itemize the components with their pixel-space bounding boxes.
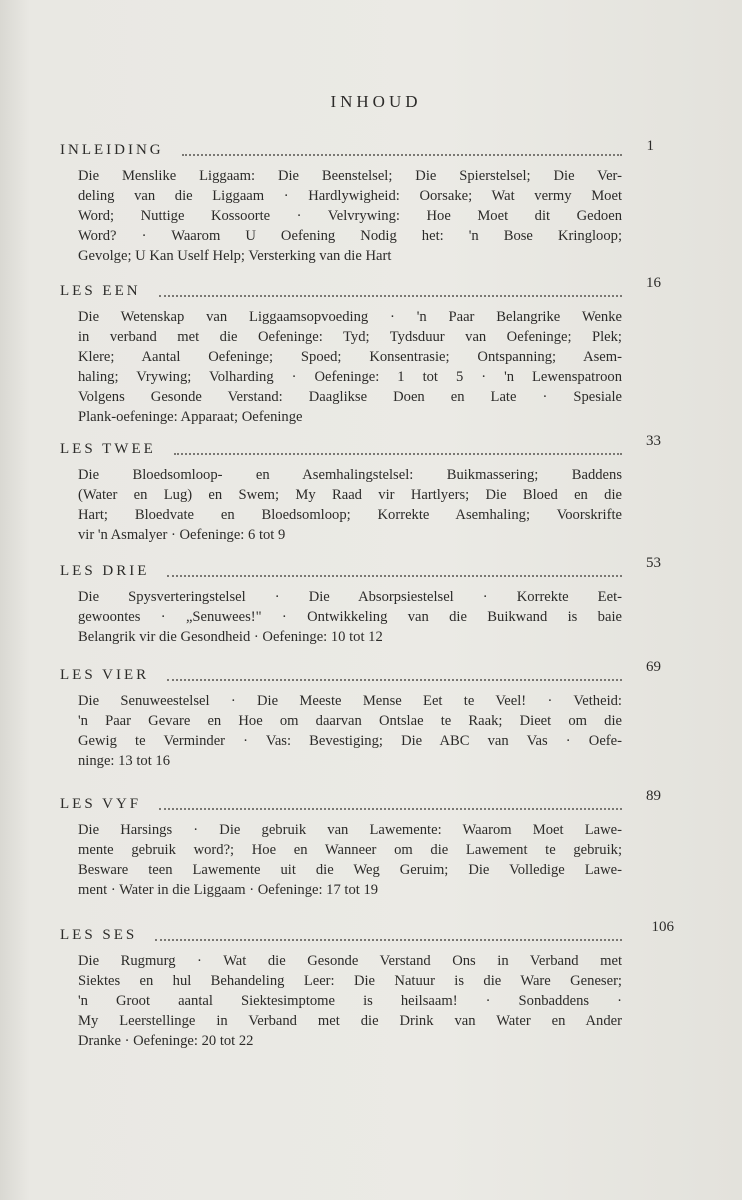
toc-heading <box>60 142 636 162</box>
description-line: Die Menslike Liggaam: Die Beenstelsel; Die Spierstelsel; Die Ver- <box>78 168 622 184</box>
dot-leader <box>159 808 622 810</box>
toc-heading <box>60 283 636 303</box>
page-title: INHOUD <box>330 92 422 111</box>
description-line: Hart; Bloedvate en Bloedsomloop; Korrekte Asemhaling; Voorskrifte <box>78 507 622 523</box>
toc-page-number: 106 <box>651 919 674 935</box>
toc-entry-description <box>78 951 622 1051</box>
dot-leader <box>182 154 622 156</box>
description-line: Die Harsings · Die gebruik van Lawemente: Waarom Moet Lawe- <box>78 822 622 838</box>
toc-page-number: 16 <box>646 275 661 291</box>
toc-heading-label: INLEIDING <box>60 142 164 158</box>
toc-heading-label: LES VYF <box>60 796 142 812</box>
toc-entry-description <box>78 820 622 900</box>
description-line: Siektes en hul Behandeling Leer: Die Natuur is die Ware Geneser; <box>78 973 622 989</box>
toc-page-number: 89 <box>646 788 661 804</box>
description-line: Die Senuweestelsel · Die Meeste Mense Eet te Veel! · Vetheid: <box>78 693 622 709</box>
description-line: 'n Paar Gevare en Hoe om daarvan Ontslae te Raak; Dieet om die <box>78 713 622 729</box>
dot-leader <box>167 679 622 681</box>
description-line: Die Spysverteringstelsel · Die Absorpsiestelsel · Korrekte Eet- <box>78 589 622 605</box>
toc-page-number: 53 <box>646 555 661 571</box>
toc-heading-label: LES DRIE <box>60 563 150 579</box>
dot-leader <box>159 295 622 297</box>
toc-heading-label: LES VIER <box>60 667 150 683</box>
description-line: Volgens Gesonde Verstand: Daaglikse Doen en Late · Spesiale <box>78 389 622 405</box>
description-line: Die Wetenskap van Liggaamsopvoeding · 'n Paar Belangrike Wenke <box>78 309 622 325</box>
description-line: (Water en Lug) en Swem; My Raad vir Hartlyers; Die Bloed en die <box>78 487 622 503</box>
toc-heading <box>60 927 636 947</box>
description-line: Dranke · Oefeninge: 20 tot 22 <box>78 1033 254 1049</box>
toc-heading-label: LES EEN <box>60 283 141 299</box>
description-line: vir 'n Asmalyer · Oefeninge: 6 tot 9 <box>78 527 286 543</box>
description-line: Plank-oefeninge: Apparaat; Oefeninge <box>78 409 303 425</box>
description-line: deling van die Liggaam · Hardlywigheid: Oorsake; Wat vermy Moet <box>78 188 622 204</box>
toc-heading <box>60 667 636 687</box>
description-line: 'n Groot aantal Siektesimptome is heilsaam! · Sonbaddens · <box>78 993 622 1009</box>
description-line: mente gebruik word?; Hoe en Wanneer om die Lawement te gebruik; <box>78 842 622 858</box>
description-line: gewoontes · „Senuwees!" · Ontwikkeling van die Buikwand is baie <box>78 609 622 625</box>
description-line: ment · Water in die Liggaam · Oefeninge: 17 tot 19 <box>78 882 379 898</box>
description-line: haling; Vrywing; Volharding · Oefeninge: 1 tot 5 · 'n Lewenspatroon <box>78 369 622 385</box>
description-line: Gevolge; U Kan Uself Help; Versterking van die Hart <box>78 248 392 264</box>
toc-heading-label: LES TWEE <box>60 441 156 457</box>
toc-heading <box>60 441 636 461</box>
description-line: Die Bloedsomloop- en Asemhalingstelsel: Buikmassering; Baddens <box>78 467 622 483</box>
toc-heading-label: LES SES <box>60 927 138 943</box>
description-line: Die Rugmurg · Wat die Gesonde Verstand Ons in Verband met <box>78 953 622 969</box>
description-line: Word? · Waarom U Oefening Nodig het: 'n Bose Kringloop; <box>78 228 622 244</box>
description-line: My Leerstellinge in Verband met die Drink van Water en Ander <box>78 1013 622 1029</box>
toc-heading <box>60 796 636 816</box>
toc-page-number: 1 <box>646 138 654 154</box>
toc-entry-description <box>78 166 622 266</box>
description-line: Besware teen Lawemente uit die Weg Geruim; Die Volledige Lawe- <box>78 862 622 878</box>
description-line: Klere; Aantal Oefeninge; Spoed; Konsentrasie; Ontspanning; Asem- <box>78 349 622 365</box>
description-line: Belangrik vir die Gesondheid · Oefeninge: 10 tot 12 <box>78 629 383 645</box>
toc-page-number: 69 <box>646 659 661 675</box>
description-line: Word; Nuttige Kossoorte · Velvrywing: Hoe Moet dit Gedoen <box>78 208 622 224</box>
toc-entry-description <box>78 587 622 647</box>
description-line: in verband met die Oefeninge: Tyd; Tydsduur van Oefeninge; Plek; <box>78 329 622 345</box>
dot-leader <box>167 575 622 577</box>
toc-heading <box>60 563 636 583</box>
toc-entry-description <box>78 465 622 545</box>
toc-entry-description <box>78 691 622 771</box>
toc-entry-description <box>78 307 622 427</box>
description-line: Gewig te Verminder · Vas: Bevestiging; Die ABC van Vas · Oefe- <box>78 733 622 749</box>
dot-leader <box>155 939 622 941</box>
dot-leader <box>174 453 622 455</box>
toc-page-number: 33 <box>646 433 661 449</box>
description-line: ninge: 13 tot 16 <box>78 753 171 769</box>
